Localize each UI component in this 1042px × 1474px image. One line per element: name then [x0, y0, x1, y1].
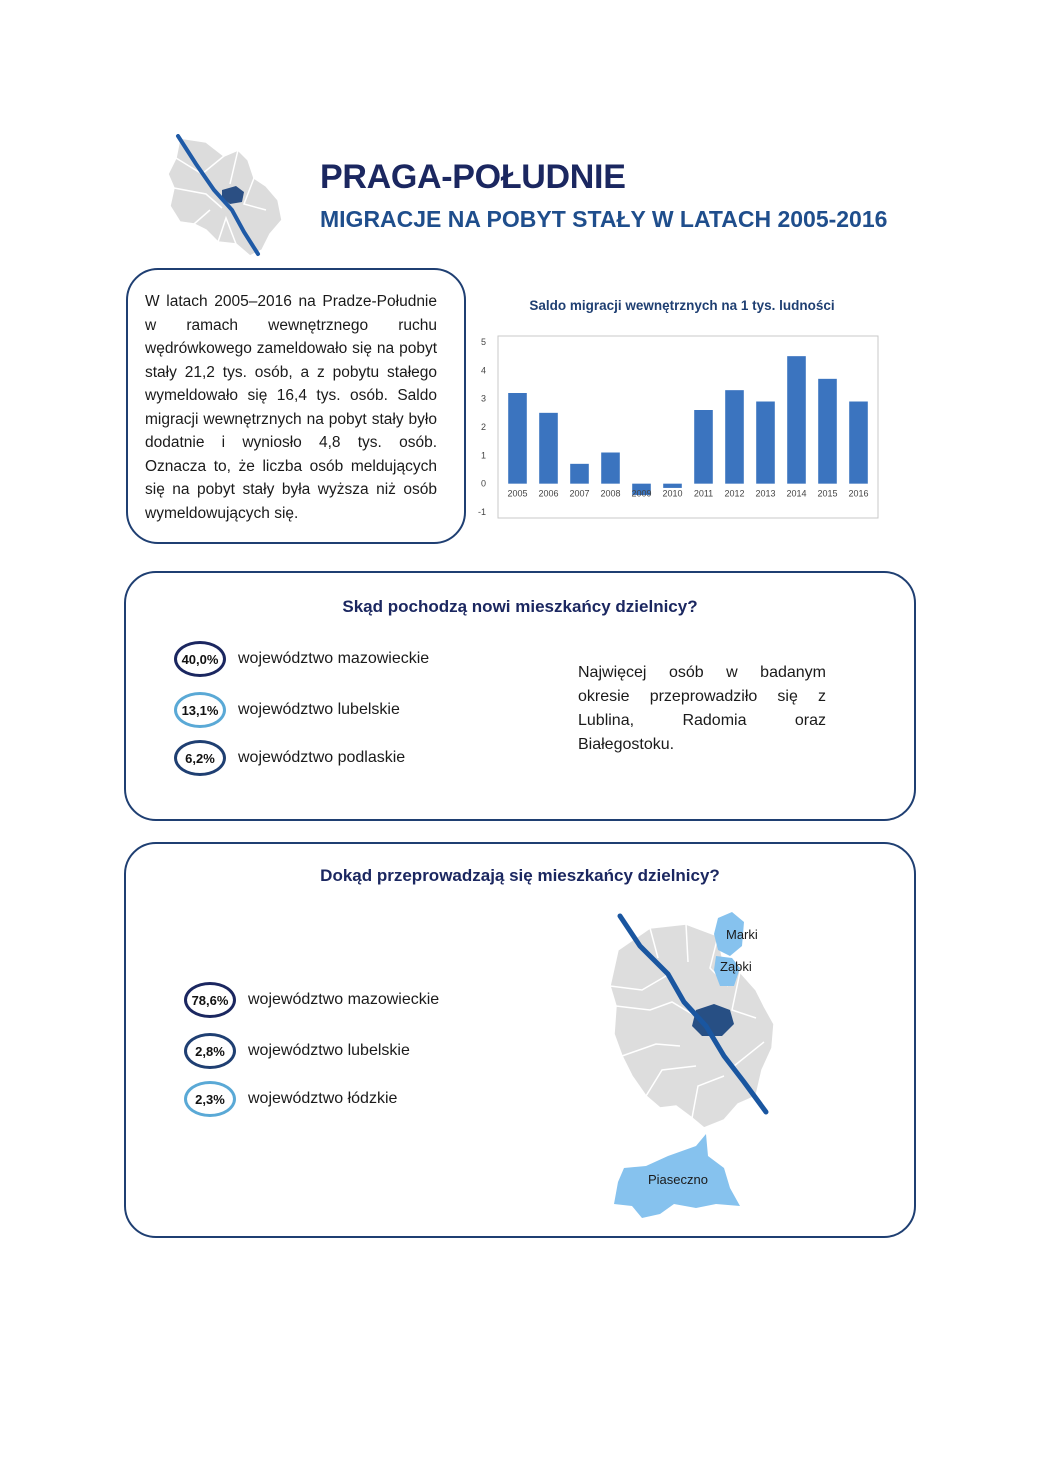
region-label: województwo lubelskie: [248, 1042, 410, 1059]
y-tick-label: -1: [477, 507, 486, 517]
origin-heading: Skąd pochodzą nowi mieszkańcy dzielnicy?: [342, 597, 698, 616]
chart-bar: [570, 464, 589, 484]
x-tick-label: 2011: [693, 488, 714, 499]
y-axis-ticks: [478, 337, 486, 517]
chart-bar: [818, 379, 837, 484]
piaseczno-label: Piaseczno: [648, 1172, 708, 1187]
chart-bar: [663, 484, 682, 488]
destination-heading: Dokąd przeprowadzają się mieszkańcy dzielnicy?: [320, 866, 720, 885]
destination-item: [184, 982, 439, 1018]
intro-text: W latach 2005–2016 na Pradze-Południe w ramach wewnętrznego ruchu wędrówkowego zameldowało się na pobyt stały 21,2 tys. osób, a z pobytu stałego wymeldowało się 16,4 tys. osób. Saldo migracji wewnętrznych na pobyt stały było dodatnie i wyniosło 4,8 tys. osób. Oznacza to, że liczba osób meldujących się na pobyt stały była wyższa niż osób wymeldowujących się.: [145, 293, 437, 522]
percent-badge: 6,2%: [174, 740, 226, 776]
x-tick-label: 2005: [507, 488, 528, 499]
y-tick-label: 4: [480, 365, 486, 376]
river-label: Wisła: [757, 1088, 778, 1109]
origin-item: [174, 692, 400, 728]
chart-bar: [508, 393, 527, 484]
y-tick-label: 1: [480, 450, 486, 461]
migration-balance-chart: [460, 322, 890, 532]
y-tick-label: 2: [480, 422, 486, 432]
chart-title: Saldo migracji wewnętrznych na 1 tys. ludności: [529, 298, 835, 313]
x-tick-label: 2012: [724, 488, 745, 499]
y-tick-label: 5: [480, 337, 486, 347]
chart-bar: [694, 410, 713, 484]
intro-box: [126, 268, 466, 544]
x-tick-label: 2007: [569, 488, 590, 499]
chart-bar: [539, 413, 558, 484]
x-tick-label: 2006: [538, 488, 559, 499]
chart-bar: [725, 390, 744, 484]
destination-item: [184, 1033, 410, 1069]
marki-label: Marki: [726, 927, 758, 942]
percent-badge: 2,8%: [184, 1033, 236, 1069]
zabki-label: Ząbki: [720, 959, 752, 974]
origin-section: [124, 571, 916, 821]
x-tick-label: 2008: [600, 488, 621, 499]
chart-bar: [756, 402, 775, 484]
x-tick-label: 2016: [848, 488, 869, 499]
chart-bar: [601, 453, 620, 484]
x-tick-label: 2013: [755, 488, 776, 499]
origin-item: [174, 740, 405, 776]
origin-item: [174, 641, 429, 677]
y-tick-label: 3: [480, 393, 486, 404]
percent-badge: 78,6%: [184, 982, 236, 1018]
percent-badge: 40,0%: [174, 641, 226, 677]
page-subtitle: MIGRACJE NA POBYT STAŁY W LATACH 2005-2016: [320, 206, 888, 232]
destination-item: [184, 1081, 397, 1117]
region-label: województwo podlaskie: [238, 749, 406, 766]
x-tick-label: 2015: [817, 488, 838, 499]
region-label: województwo mazowieckie: [248, 991, 440, 1008]
page-title: PRAGA-POŁUDNIE: [320, 158, 626, 196]
destination-map: [606, 906, 806, 1226]
origin-note: Najwięcej osób w badanym okresie przeprowadziło się z Lublina, Radomia oraz Białegostoku.: [578, 664, 826, 753]
region-label: województwo łódzkie: [248, 1090, 398, 1107]
y-tick-label: 0: [480, 478, 486, 489]
percent-badge: 13,1%: [174, 692, 226, 728]
district-location-map: [166, 134, 286, 262]
chart-bar: [787, 356, 806, 484]
x-tick-label: 2010: [662, 488, 683, 499]
percent-badge: 2,3%: [184, 1081, 236, 1117]
region-label: województwo lubelskie: [238, 701, 400, 718]
chart-bar: [849, 402, 868, 484]
region-label: województwo mazowieckie: [238, 650, 430, 667]
x-tick-label: 2009: [631, 488, 652, 499]
x-tick-label: 2014: [786, 488, 807, 499]
destination-section: [124, 842, 916, 1238]
